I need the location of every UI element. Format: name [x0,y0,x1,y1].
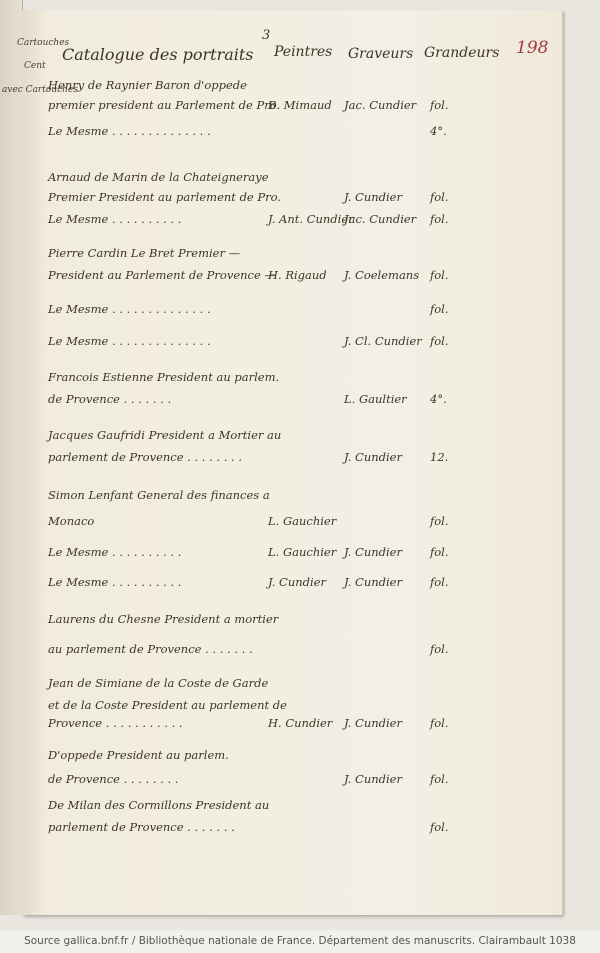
entry-size: 12. [430,450,449,464]
entry-size: 4°. [430,392,447,406]
entry-painter: H. Cundier [268,716,333,730]
entry-line: Premier President au parlement de Pro. [48,190,281,204]
entry-size: fol. [430,642,449,656]
entry-size: fol. [430,820,449,834]
entry-line: Le Mesme . . . . . . . . . . [48,545,182,559]
entry-line: Pierre Cardin Le Bret Premier — [48,246,241,260]
entry-engraver: Jac. Cundier [344,212,417,226]
entry-line: President au Parlement de Provence — [48,268,276,282]
entry-engraver: J. Cundier [344,190,402,204]
entry-engraver: J. Coelemans [344,268,420,282]
entry-line: Le Mesme . . . . . . . . . . [48,575,182,589]
entry-line: Jean de Simiane de la Coste de Garde [48,676,269,690]
entry-line: premier president au Parlement de Pro. [48,98,281,112]
entry-engraver: J. Cundier [344,772,402,786]
page-edge [562,12,565,914]
entry-line: et de la Coste President au parlement de [48,698,287,712]
entry-line: Laurens du Chesne President a mortier [48,612,279,626]
entry-line: parlement de Provence . . . . . . . [48,820,235,834]
entry-line: Le Mesme . . . . . . . . . . . . . . [48,124,211,138]
entry-line: Provence . . . . . . . . . . . [48,716,183,730]
entry-painter: J. Ant. Cundier [268,212,354,226]
entry-engraver: J. Cundier [344,450,402,464]
entry-size: fol. [430,302,449,316]
entry-line: de Provence . . . . . . . [48,392,172,406]
entry-size: fol. [430,575,449,589]
entry-painter: J. Cundier [268,575,326,589]
source-footer: Source gallica.bnf.fr / Bibliothèque nationale de France. Département des manuscrits. Clairambault 1038 [24,935,576,947]
entry-line: De Milan des Cormillons President au [48,798,270,812]
entry-engraver: J. Cundier [344,545,402,559]
entry-size: fol. [430,334,449,348]
entry-engraver: J. Cundier [344,716,402,730]
entry-line: Jacques Gaufridi President a Mortier au [48,428,282,442]
column-header-painters: Peintres [274,44,333,60]
previous-page-edge [0,0,23,915]
entry-painter: H. Rigaud [268,268,327,282]
entry-line: Le Mesme . . . . . . . . . . . . . . [48,302,211,316]
entry-painter: L. Gauchier [268,514,337,528]
margin-note-1: Cartouches [17,38,70,48]
entry-line: parlement de Provence . . . . . . . . [48,450,243,464]
margin-note-2: Cent [24,61,46,71]
entry-line: Monaco [48,514,95,528]
entry-line: Arnaud de Marin de la Chateigneraye [48,170,269,184]
folio-number: 198 [516,38,549,58]
entry-line: Le Mesme . . . . . . . . . . [48,212,182,226]
entry-line: Simon Lenfant General des finances a [48,488,270,502]
entry-line: Henry de Raynier Baron d'oppede [48,78,247,92]
page-number: 3 [262,28,271,43]
entry-engraver: L. Gaultier [344,392,407,406]
entry-line: Francois Estienne President au parlem. [48,370,280,384]
entry-size: fol. [430,98,449,112]
entry-painter: L. Gauchier [268,545,337,559]
column-header-engravers: Graveurs [348,46,414,62]
margin-note-3: avec Cartouches [2,85,78,95]
entry-engraver: Jac. Cundier [344,98,417,112]
entry-size: 4°. [430,124,447,138]
entry-line: Le Mesme . . . . . . . . . . . . . . [48,334,211,348]
entry-line: D'oppede President au parlem. [48,748,229,762]
entry-size: fol. [430,514,449,528]
entry-size: fol. [430,212,449,226]
entry-size: fol. [430,772,449,786]
entry-size: fol. [430,190,449,204]
entry-engraver: J. Cundier [344,575,402,589]
entry-line: de Provence . . . . . . . . [48,772,179,786]
catalogue-title: Catalogue des portraits [62,45,254,64]
entry-line: au parlement de Provence . . . . . . . [48,642,253,656]
entry-painter: B. Mimaud [268,98,332,112]
entry-engraver: J. Cl. Cundier [344,334,422,348]
column-header-size: Grandeurs [424,45,500,61]
entry-size: fol. [430,716,449,730]
entry-size: fol. [430,268,449,282]
entry-size: fol. [430,545,449,559]
